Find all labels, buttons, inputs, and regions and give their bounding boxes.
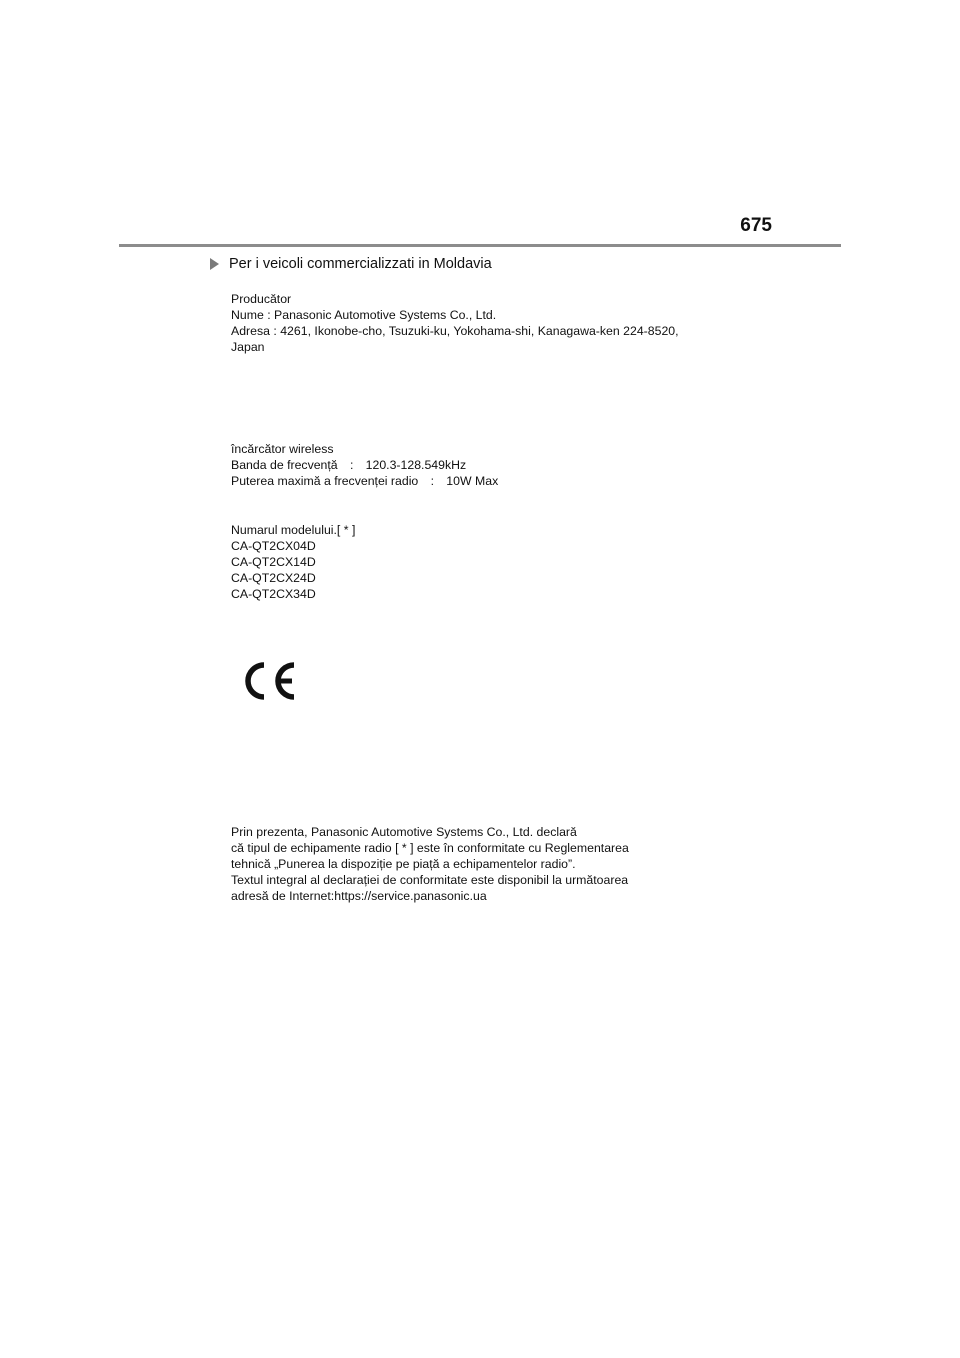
model-number: CA-QT2CX24D xyxy=(231,571,316,585)
declaration-url-line: adresă de Internet:https://service.panasonic.ua xyxy=(231,889,487,903)
section-heading-text: Per i veicoli commercializzati in Moldavia xyxy=(229,256,492,272)
declaration-block xyxy=(231,824,629,904)
wireless-charger-label: încărcător wireless xyxy=(231,442,334,456)
page-number: 675 xyxy=(740,215,772,236)
declaration-line: Textul integral al declarației de conformitate este disponibil la următoarea xyxy=(231,873,629,887)
section-heading xyxy=(210,254,492,274)
manufacturer-block xyxy=(231,291,679,355)
manufacturer-address: Adresa : 4261, Ikonobe-cho, Tsuzuki-ku, Yokohama-shi, Kanagawa-ken 224-8520, xyxy=(231,324,679,338)
model-numbers-label: Numarul modelului.[ * ] xyxy=(231,523,356,537)
declaration-line: tehnică „Punerea la dispoziție pe piață a echipamentelor radio”. xyxy=(231,857,576,871)
max-radio-power: Puterea maximă a frecvenței radio : 10W Max xyxy=(231,474,499,488)
declaration-line: Prin prezenta, Panasonic Automotive Systems Co., Ltd. declară xyxy=(231,825,577,839)
wireless-charger-block xyxy=(231,441,498,489)
frequency-band: Banda de frecvență : 120.3-128.549kHz xyxy=(231,458,467,472)
model-number: CA-QT2CX34D xyxy=(231,587,316,601)
declaration-line: că tipul de echipamente radio [ * ] este în conformitate cu Reglementarea xyxy=(231,841,629,855)
ce-mark-icon xyxy=(240,659,298,703)
model-number: CA-QT2CX14D xyxy=(231,555,316,569)
manufacturer-label: Producător xyxy=(231,292,292,306)
header-rule xyxy=(119,244,841,247)
model-number: CA-QT2CX04D xyxy=(231,539,316,553)
model-numbers-block xyxy=(231,522,355,602)
manufacturer-country: Japan xyxy=(231,340,265,354)
triangle-bullet-icon xyxy=(210,258,219,270)
manufacturer-name: Nume : Panasonic Automotive Systems Co., Ltd. xyxy=(231,308,497,322)
